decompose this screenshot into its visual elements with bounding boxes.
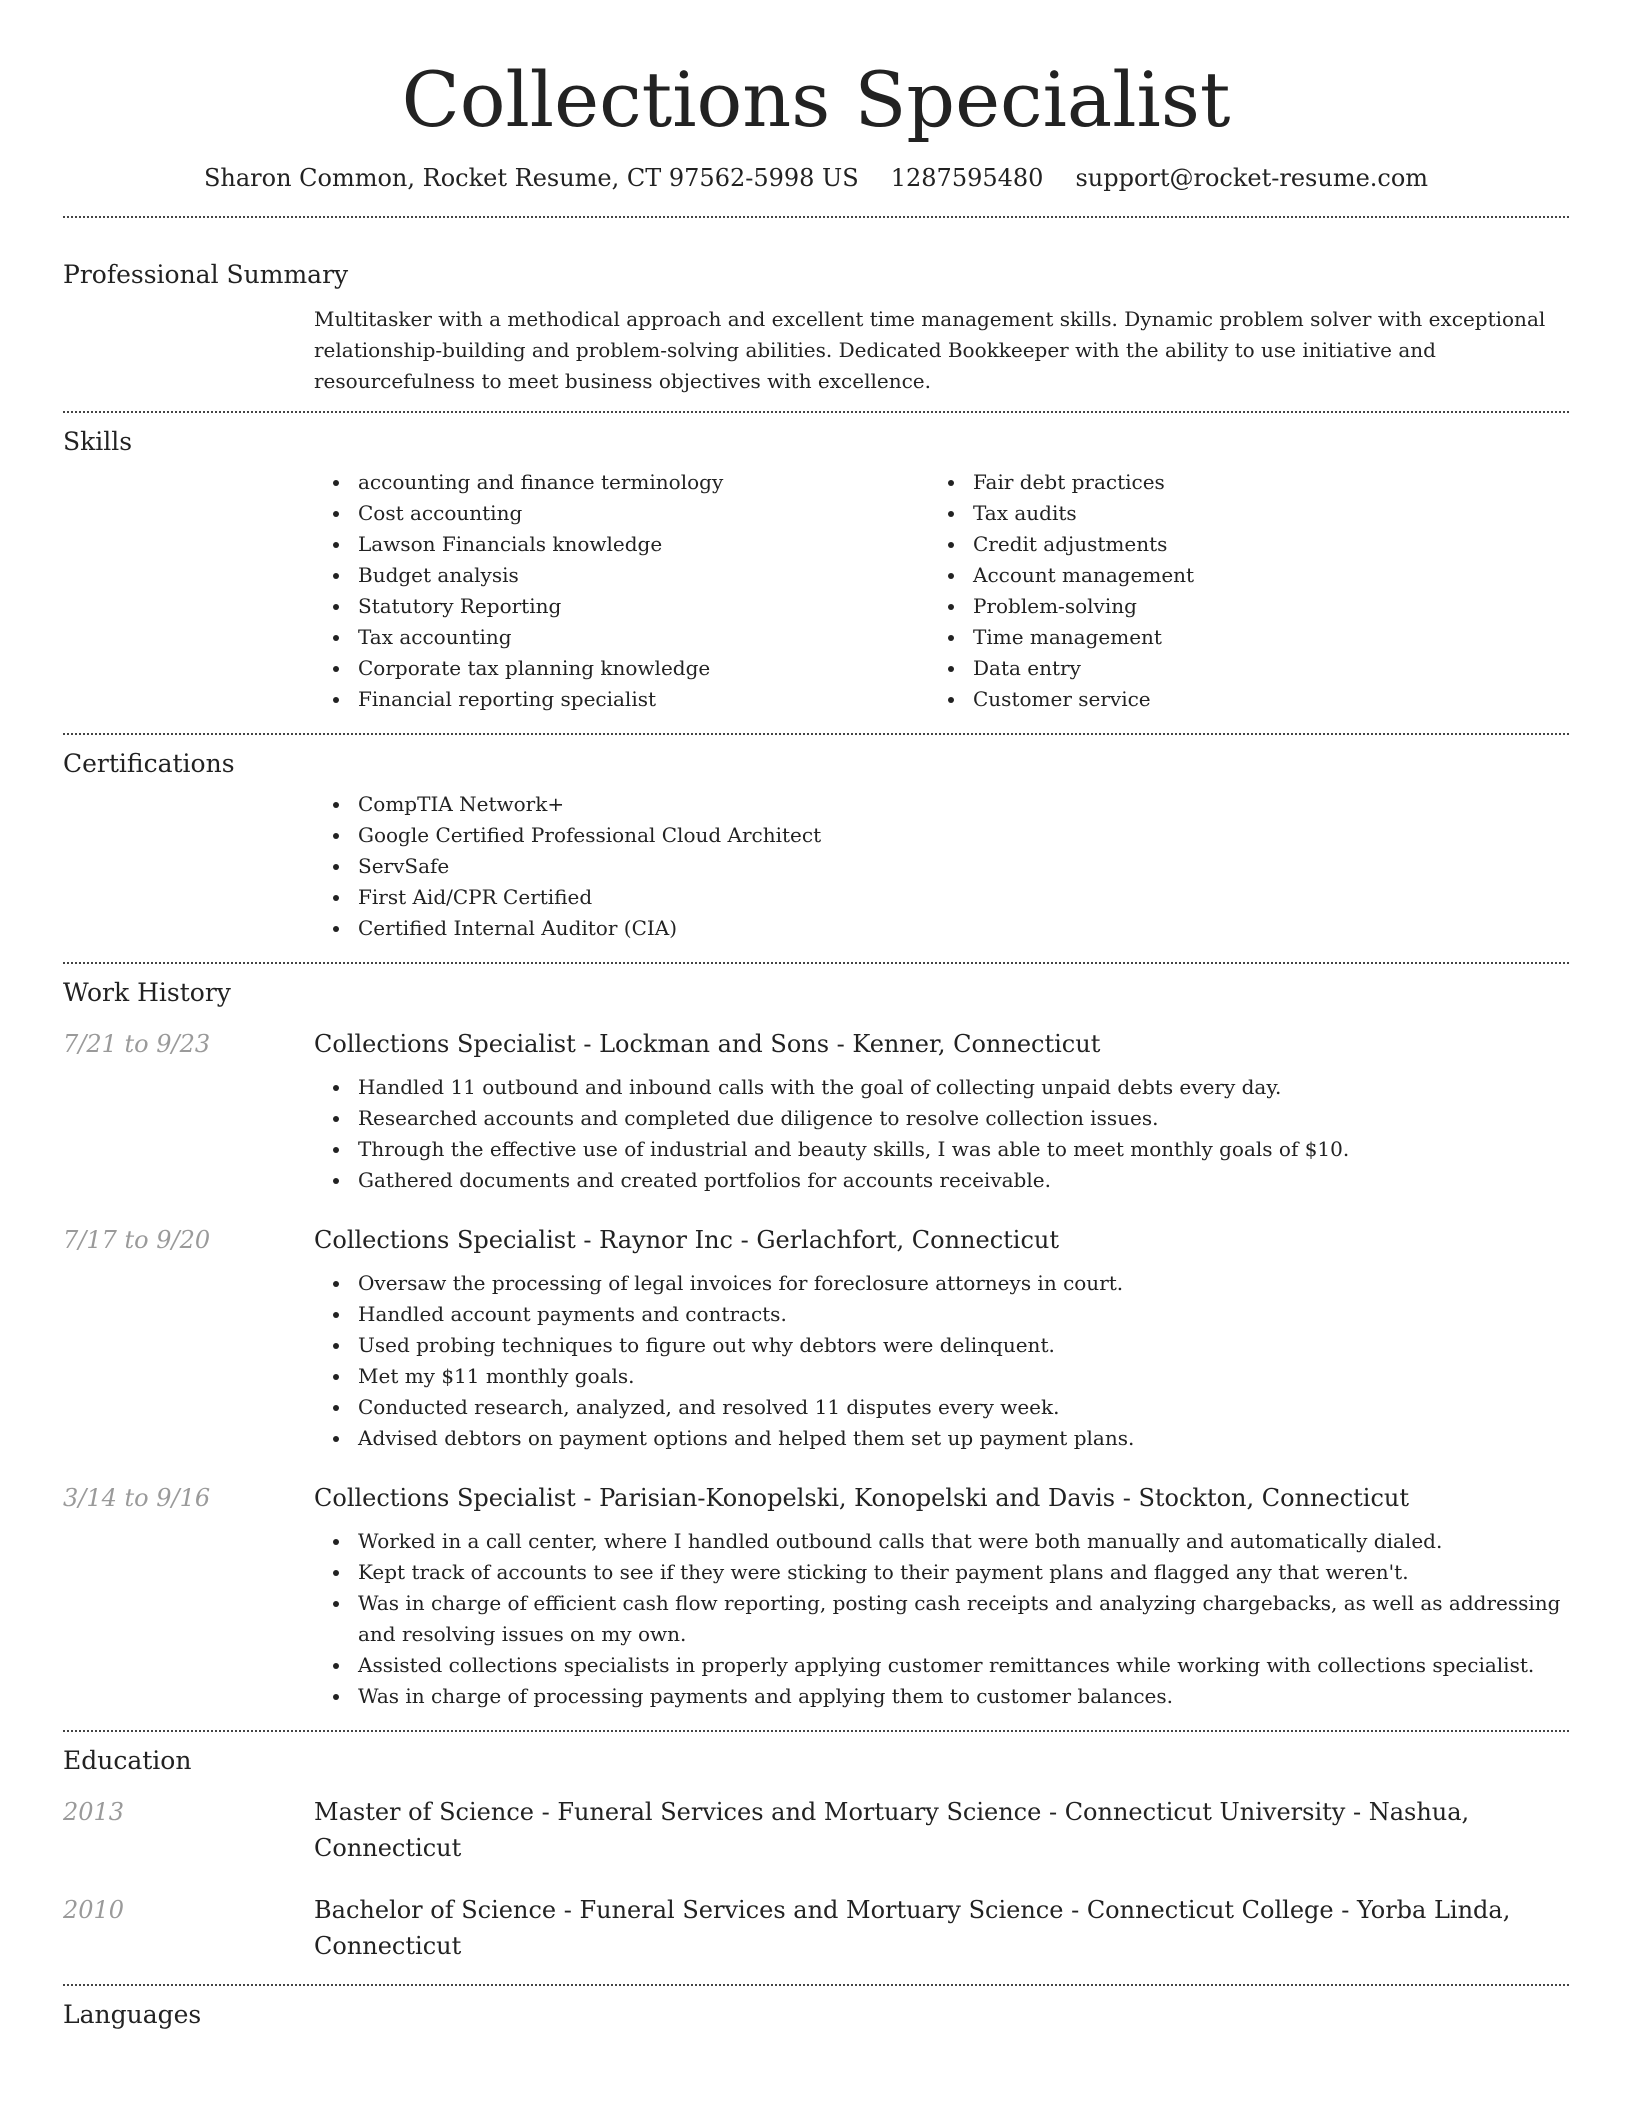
job-body bbox=[314, 1480, 1569, 1712]
job-bullet: Oversaw the processing of legal invoices for foreclosure attorneys in court. bbox=[314, 1268, 1569, 1299]
job-bullet: Used probing techniques to figure out why debtors were delinquent. bbox=[314, 1330, 1569, 1361]
skills-list-right bbox=[929, 467, 1544, 715]
skill-item: Tax audits bbox=[929, 498, 1544, 529]
certification-item: ServSafe bbox=[314, 851, 1569, 882]
certifications-list bbox=[314, 789, 1569, 944]
job-bullet: Met my $11 monthly goals. bbox=[314, 1361, 1569, 1392]
education-text: Bachelor of Science - Funeral Services and Mortuary Science - Connecticut College - Yorba Linda, Connecticut bbox=[314, 1896, 1511, 1960]
skill-item: Problem-solving bbox=[929, 591, 1544, 622]
job-bullet: Through the effective use of industrial and beauty skills, I was able to meet monthly goals of $10. bbox=[314, 1134, 1569, 1165]
job-bullet: Researched accounts and completed due diligence to resolve collection issues. bbox=[314, 1103, 1569, 1134]
skill-item: Budget analysis bbox=[314, 560, 929, 591]
job-bullets bbox=[314, 1268, 1569, 1454]
job-dates: 7/17 to 9/20 bbox=[63, 1226, 211, 1254]
languages-heading: Languages bbox=[63, 2000, 202, 2029]
job-title: Collections Specialist - Raynor Inc - Gerlachfort, Connecticut bbox=[314, 1226, 1060, 1254]
certification-item: First Aid/CPR Certified bbox=[314, 882, 1569, 913]
contact-phone: 1287595480 bbox=[890, 164, 1044, 192]
certification-item: CompTIA Network+ bbox=[314, 789, 1569, 820]
skill-item: Financial reporting specialist bbox=[314, 684, 929, 715]
skill-item: Cost accounting bbox=[314, 498, 929, 529]
languages-section bbox=[63, 1986, 1569, 2040]
job-bullet: Advised debtors on payment options and helped them set up payment plans. bbox=[314, 1423, 1569, 1454]
certification-item: Certified Internal Auditor (CIA) bbox=[314, 913, 1569, 944]
job-body bbox=[314, 1222, 1569, 1454]
contact-email: support@rocket-resume.com bbox=[1075, 164, 1429, 192]
job-entry bbox=[63, 1222, 1569, 1480]
job-dates: 3/14 to 9/16 bbox=[63, 1484, 211, 1512]
job-bullets bbox=[314, 1072, 1569, 1196]
education-year: 2013 bbox=[63, 1798, 125, 1826]
skills-heading: Skills bbox=[63, 427, 133, 456]
work-history-heading: Work History bbox=[63, 978, 231, 1007]
certifications-wrap bbox=[63, 789, 1569, 962]
skill-item: Account management bbox=[929, 560, 1544, 591]
page-title: Collections Specialist bbox=[401, 55, 1231, 144]
job-bullet: Assisted collections specialists in properly applying customer remittances while working with collections specialist. bbox=[314, 1650, 1569, 1681]
contact-address: Sharon Common, Rocket Resume, CT 97562-5998 US bbox=[203, 164, 859, 192]
certifications-section bbox=[63, 735, 1569, 962]
job-title: Collections Specialist - Parisian-Konopelski, Konopelski and Davis - Stockton, Connecticut bbox=[314, 1484, 1409, 1512]
education-entry bbox=[63, 1892, 1569, 1984]
skill-item: Customer service bbox=[929, 684, 1544, 715]
summary-section bbox=[63, 218, 1569, 411]
summary-heading: Professional Summary bbox=[63, 260, 349, 289]
skills-list-left bbox=[314, 467, 929, 715]
job-bullet: Conducted research, analyzed, and resolved 11 disputes every week. bbox=[314, 1392, 1569, 1423]
job-dates: 7/21 to 9/23 bbox=[63, 1030, 211, 1058]
skill-item: accounting and finance terminology bbox=[314, 467, 929, 498]
job-entry bbox=[63, 1480, 1569, 1730]
work-history-section bbox=[63, 964, 1569, 1730]
summary-text: Multitasker with a methodical approach and excellent time management skills. Dynamic problem solver with exceptional relationship-building and problem-solving abilities. Dedicated Bookkeeper with the ability to use initiative and resourcefulness to meet business objectives with excellence. bbox=[314, 307, 1546, 393]
skill-item: Fair debt practices bbox=[929, 467, 1544, 498]
skill-item: Lawson Financials knowledge bbox=[314, 529, 929, 560]
job-bullet: Handled 11 outbound and inbound calls with the goal of collecting unpaid debts every day. bbox=[314, 1072, 1569, 1103]
job-bullets bbox=[314, 1526, 1569, 1712]
job-bullet: Was in charge of efficient cash flow reporting, posting cash receipts and analyzing chargebacks, as well as addressing and resolving issues on my own. bbox=[314, 1588, 1569, 1650]
education-text: Master of Science - Funeral Services and Mortuary Science - Connecticut University - Nashua, Connecticut bbox=[314, 1798, 1470, 1862]
certifications-heading: Certifications bbox=[63, 749, 235, 778]
education-entry bbox=[63, 1794, 1569, 1892]
job-bullet: Kept track of accounts to see if they were sticking to their payment plans and flagged any that weren't. bbox=[314, 1557, 1569, 1588]
skills-section bbox=[63, 413, 1569, 733]
job-entry bbox=[63, 1026, 1569, 1222]
education-heading: Education bbox=[63, 1746, 192, 1775]
skill-item: Tax accounting bbox=[314, 622, 929, 653]
job-body bbox=[314, 1026, 1569, 1196]
job-bullet: Was in charge of processing payments and applying them to customer balances. bbox=[314, 1681, 1569, 1712]
job-bullet: Gathered documents and created portfolios for accounts receivable. bbox=[314, 1165, 1569, 1196]
job-title: Collections Specialist - Lockman and Sons - Kenner, Connecticut bbox=[314, 1030, 1101, 1058]
contact-line bbox=[63, 162, 1569, 216]
education-section bbox=[63, 1732, 1569, 1984]
skill-item: Time management bbox=[929, 622, 1544, 653]
job-bullet: Handled account payments and contracts. bbox=[314, 1299, 1569, 1330]
skill-item: Data entry bbox=[929, 653, 1544, 684]
certification-item: Google Certified Professional Cloud Architect bbox=[314, 820, 1569, 851]
skill-item: Credit adjustments bbox=[929, 529, 1544, 560]
skills-columns bbox=[63, 467, 1569, 733]
skill-item: Corporate tax planning knowledge bbox=[314, 653, 929, 684]
education-year: 2010 bbox=[63, 1896, 125, 1924]
job-bullet: Worked in a call center, where I handled outbound calls that were both manually and automatically dialed. bbox=[314, 1526, 1569, 1557]
skill-item: Statutory Reporting bbox=[314, 591, 929, 622]
